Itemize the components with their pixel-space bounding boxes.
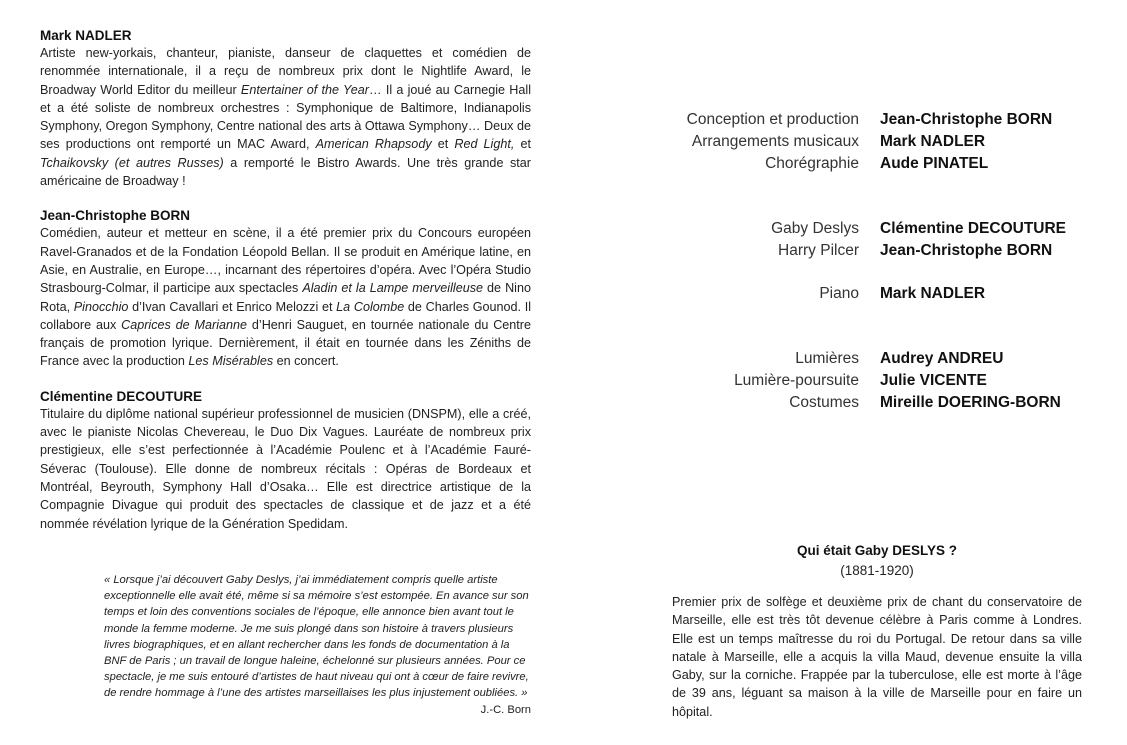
italic-title: Aladin et la Lampe merveilleuse [302,281,484,296]
credit-role: Conception et production [686,111,859,128]
text-run: et [514,137,531,152]
italic-title: American Rhapsody [315,137,432,152]
credit-role: Lumière-poursuite [734,372,859,389]
credit-name: Mireille DOERING-BORN [880,394,1061,411]
credit-role: Chorégraphie [765,155,859,172]
biographies-column [40,28,531,551]
italic-title: Tchaikovsky (et autres Russes) [40,155,224,170]
text-run: Titulaire du diplôme national supérieur professionnel de musicien (DNSPM), elle a créé, avec le pianiste Nicolas Chevereau, le Duo Dix Vagues. Lauréate de nombreux prix prestigieux, elle s’est perfectionnée à l’Académie Poulenc et à l’Académie Fauré-Séverac (Toulouse). Elle donne de nombreux récitals : Opéras de Bordeaux et Montréal, Beyrouth, Symphony Hall d’Osaka… Elle est directrice artistique de la Compagnie Divague qui produit des spectacles de classique et de jazz et a été nommée révélation lyrique de la Génération Spedidam. [40,406,531,531]
text-run: d’Ivan Cavallari et Enrico Melozzi et [128,299,337,314]
credit-name: Clémentine DECOUTURE [880,220,1067,237]
text-run: en concert. [273,354,339,369]
bio-mark-nadler [40,28,531,190]
text-run: de Nino Rota, [40,281,531,314]
credit-name: Audrey ANDREU [880,350,1004,367]
italic-title: Red Light, [454,137,515,152]
text-run: … Il a joué au Carnegie Hall et a été soliste de nombreux orchestres : Symphonique de Baltimore, Indianapolis Symphony, Oregon Symphony, Centre national des arts à Ottawa Symphony… Deux de ses productions ont remporté un MAC Award, [40,82,531,152]
credit-row [640,153,1120,175]
italic-title: Pinocchio [73,299,129,314]
bio-name: Clémentine DECOUTURE [40,388,203,404]
credit-row [640,218,1120,240]
gaby-deslys-section [672,542,1082,721]
italic-title: La Colombe [336,299,405,314]
bio-name: Mark NADLER [40,28,132,43]
director-quote [104,572,531,718]
credit-row [640,131,1120,153]
credit-row [640,348,1120,370]
credit-row [640,370,1120,392]
text-run: d’Henri Sauguet, en tournée nationale du Centre français de promotion lyrique. Dernièrement, il était en tournée dans les Zéniths de France avec la production [40,317,531,369]
italic-title: Les Misérables [188,354,274,369]
credit-role: Harry Pilcer [778,242,859,259]
bio-text [40,405,531,533]
credit-name: Mark NADLER [880,133,986,150]
credit-name: Julie VICENTE [880,372,987,389]
bio-jean-christophe-born [40,208,531,370]
credit-row [640,392,1120,414]
bio-text [40,44,531,190]
credit-role: Piano [819,285,859,302]
credit-row [640,240,1120,262]
bio-text [40,224,531,370]
text-run: a remporté le Bistro Awards. Une très grande star américaine de Broadway ! [40,155,531,189]
quote-signature: J.-C. Born [480,703,531,716]
text-run: et [431,137,455,152]
bio-clementine-decouture [40,389,531,533]
quote-text: « Lorsque j’ai découvert Gaby Deslys, j’ai immédiatement compris quelle artiste exceptionnelle elle avait été, même si sa mémoire s’est estompée. En avance sur son temps et loin des conventions sociales de l’époque, elle annonce bien avant tout le monde la femme moderne. Je me suis plongé dans son histoire à travers plusieurs livres biographiques, et en allant rechercher dans les fonds de documentation à la BNF de Paris ; un travail de longue haleine, échelonné sur plusieurs années. Pour ce spectacle, je me suis entouré d’artistes de haut niveau qui ont à cœur de faire revivre, de rendre hommage à l’une des artistes marseillaises les plus injustement oubliées. » [104,574,529,700]
gaby-text: Premier prix de solfège et deuxième prix de chant du conservatoire de Marseille, elle est très tôt devenue célèbre à Paris comme à Londres. Elle est un temps maîtresse du roi du Portugal. De retour dans sa ville natale à Marseille, elle a acquis la villa Maud, devenue ensuite la villa Gaby, sur la corniche. Frappée par la tuberculose, elle est morte à l’âge de 39 ans, léguant sa maison à la ville de Marseille pour en faire un hôpital. [672,595,1082,719]
text-run: Comédien, auteur et metteur en scène, il a été premier prix du Concours européen Ravel-Granados et de la Fondation Léopold Bellan. Il se produit en Amérique latine, en Asie, en Australie, en Europe…, incarnant des répertoires d’opéra. Avec l’Opéra Studio Strasbourg-Colmar, il participe aux spectacles [40,226,531,296]
italic-title: Caprices de Marianne [121,317,248,332]
credit-row [640,109,1120,131]
credit-name: Jean-Christophe BORN [880,242,1053,259]
text-run: Artiste new-yorkais, chanteur, pianiste, danseur de claquettes et comédien de renommée internationale, il a reçu de nombreux prix dont le Nightlife Award, le Broadway World Editor du meilleur [40,46,531,97]
bio-name: Jean-Christophe BORN [40,208,191,224]
credit-name: Jean-Christophe BORN [880,111,1053,128]
text-run: de Charles Gounod. Il collabore aux [40,299,531,332]
credit-role: Arrangements musicaux [691,133,859,150]
credit-row [640,283,1120,305]
credits-block [640,109,1120,414]
gaby-dates: (1881-1920) [840,563,914,578]
credit-role: Lumières [795,350,859,367]
credit-role: Gaby Deslys [771,220,859,237]
credit-name: Aude PINATEL [880,155,989,172]
credit-name: Mark NADLER [880,285,986,302]
gaby-title: Qui était Gaby DESLYS ? [796,543,958,558]
italic-title: Entertainer of the Year [240,82,369,97]
credit-role: Costumes [789,394,859,411]
